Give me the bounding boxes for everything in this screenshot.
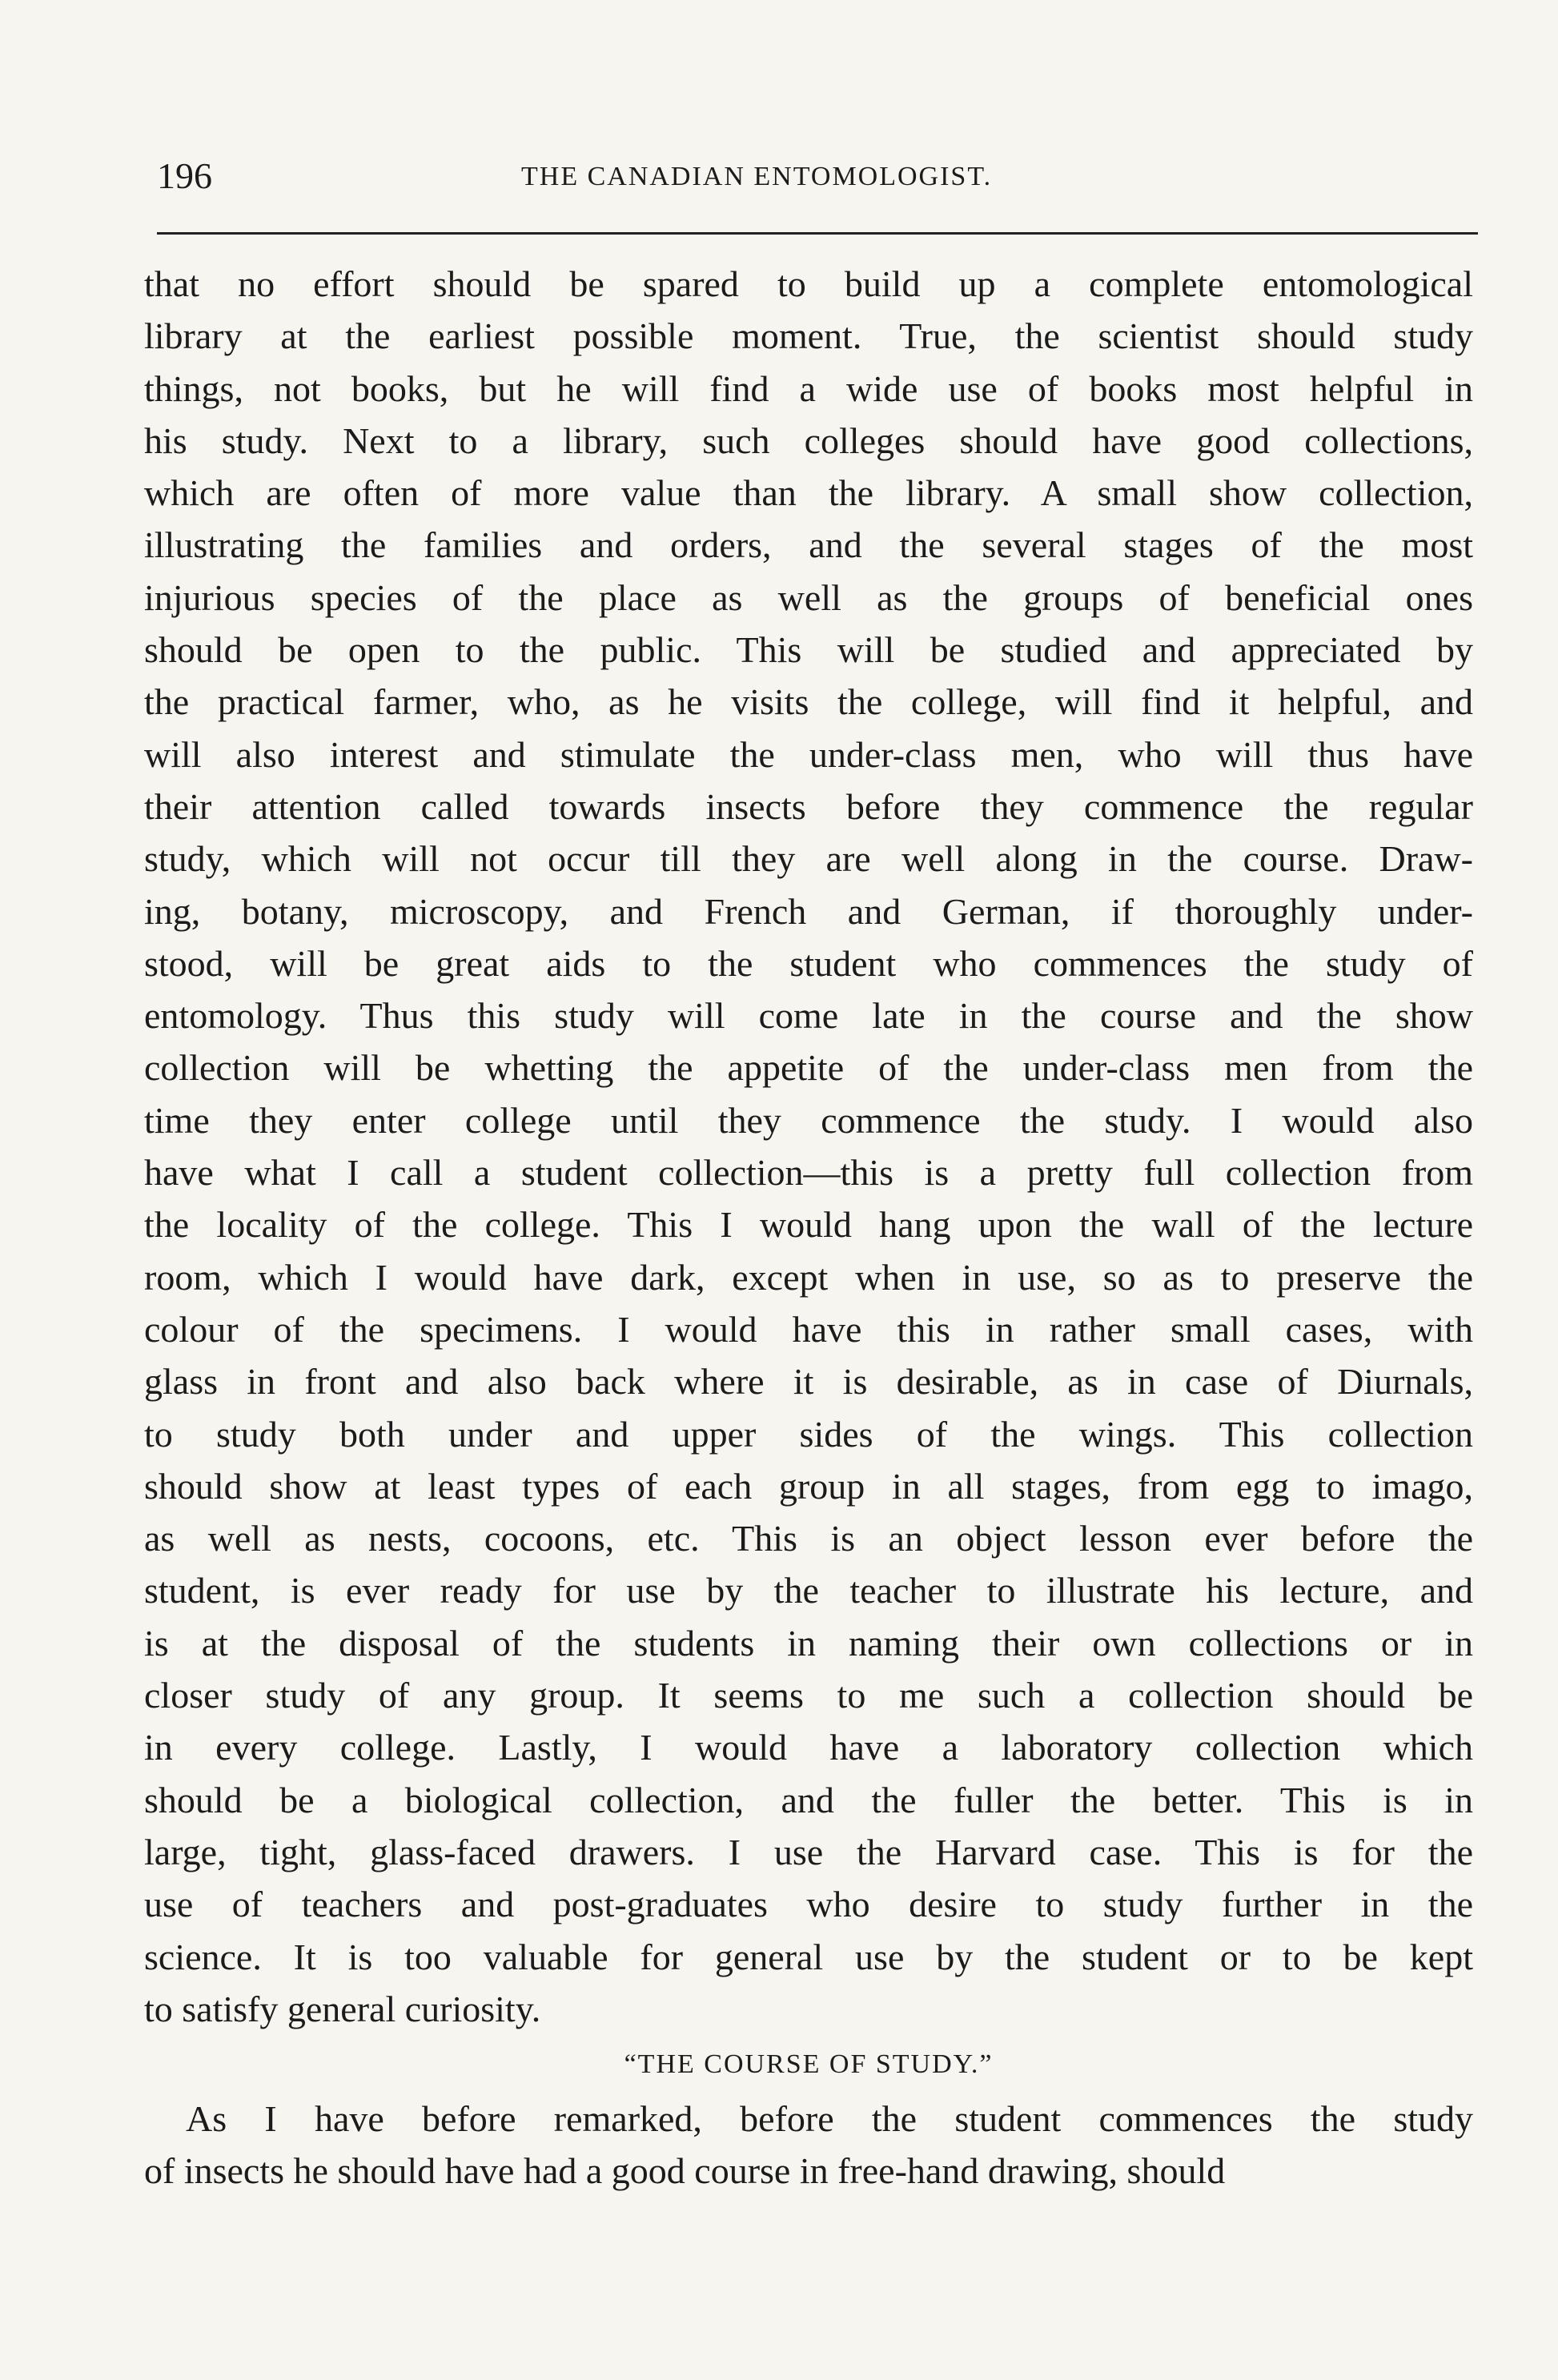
text-line: study, which will not occur till they are well along in the course. Draw- — [144, 838, 1473, 880]
text-line: of insects he should have had a good course in free-hand drawing, should — [144, 2150, 1226, 2192]
text-line: things, not books, but he will find a wide use of books most helpful in — [144, 367, 1473, 409]
text-line: in every college. Lastly, I would have a laboratory collection which — [144, 1727, 1473, 1768]
text-line: student, is ever ready for use by the teacher to illustrate his lecture, and — [144, 1570, 1473, 1611]
text-line: illustrating the families and orders, and the several stages of the most — [144, 524, 1473, 566]
text-line: their attention called towards insects before they commence the regular — [144, 785, 1473, 827]
text-line: injurious species of the place as well as the groups of beneficial ones — [144, 576, 1473, 618]
text-line: should show at least types of each group in all stages, from egg to imago, — [144, 1465, 1473, 1507]
text-line: should be a biological collection, and the fuller the better. This is in — [144, 1779, 1473, 1820]
text-line: that no effort should be spared to build up a complete entomological — [144, 263, 1473, 304]
text-line: room, which I would have dark, except when in use, so as to preserve the — [144, 1256, 1473, 1298]
section-heading: “THE COURSE OF STUDY.” — [624, 2049, 994, 2080]
text-line: stood, will be great aids to the student who commences the study of — [144, 942, 1473, 984]
text-line: colour of the specimens. I would have this in rather small cases, with — [144, 1308, 1473, 1350]
text-line: is at the disposal of the students in naming their own collections or in — [144, 1622, 1473, 1664]
text-line: the practical farmer, who, as he visits the college, will find it helpful, and — [144, 681, 1473, 723]
text-line: glass in front and also back where it is desirable, as in case of Diurnals, — [144, 1361, 1473, 1403]
text-line: which are often of more value than the library. A small show collection, — [144, 472, 1473, 514]
text-line: should be open to the public. This will be studied and appreciated by — [144, 629, 1473, 671]
text-line: time they enter college until they commence the study. I would also — [144, 1099, 1473, 1141]
text-line: large, tight, glass-faced drawers. I use the Harvard case. This is for the — [144, 1831, 1473, 1872]
text-line: library at the earliest possible moment. True, the scientist should study — [144, 315, 1473, 357]
text-line: entomology. Thus this study will come late in the course and the show — [144, 995, 1473, 1037]
text-line: his study. Next to a library, such colleges should have good collections, — [144, 419, 1473, 461]
text-line: use of teachers and post-graduates who desire to study further in the — [144, 1884, 1473, 1925]
text-line: the locality of the college. This I would hang upon the wall of the lecture — [144, 1204, 1473, 1246]
text-line: have what I call a student collection—this is a pretty full collection from — [144, 1152, 1473, 1194]
text-line: closer study of any group. It seems to me such a collection should be — [144, 1675, 1473, 1716]
paragraph-course-of-study — [144, 2093, 1473, 2197]
journal-title: THE CANADIAN ENTOMOLOGIST. — [521, 162, 993, 191]
text-line: ing, botany, microscopy, and French and German, if thoroughly under- — [144, 890, 1473, 932]
text-line: collection will be whetting the appetite of the under-class men from the — [144, 1047, 1473, 1089]
text-line: to study both under and upper sides of the wings. This collection — [144, 1413, 1473, 1455]
page-number: 196 — [157, 155, 212, 196]
header-rule — [157, 232, 1478, 235]
text-line: science. It is too valuable for general use by the student or to be kept — [144, 1936, 1473, 1977]
text-line: As I have before remarked, before the student commences the study — [186, 2098, 1473, 2140]
paragraph-collections — [144, 258, 1473, 2035]
text-line: to satisfy general curiosity. — [144, 1988, 541, 2029]
text-line: will also interest and stimulate the under-class men, who will thus have — [144, 733, 1473, 775]
text-line: as well as nests, cocoons, etc. This is an object lesson ever before the — [144, 1518, 1473, 1559]
body-text — [144, 258, 1473, 2197]
running-head — [157, 152, 1478, 200]
